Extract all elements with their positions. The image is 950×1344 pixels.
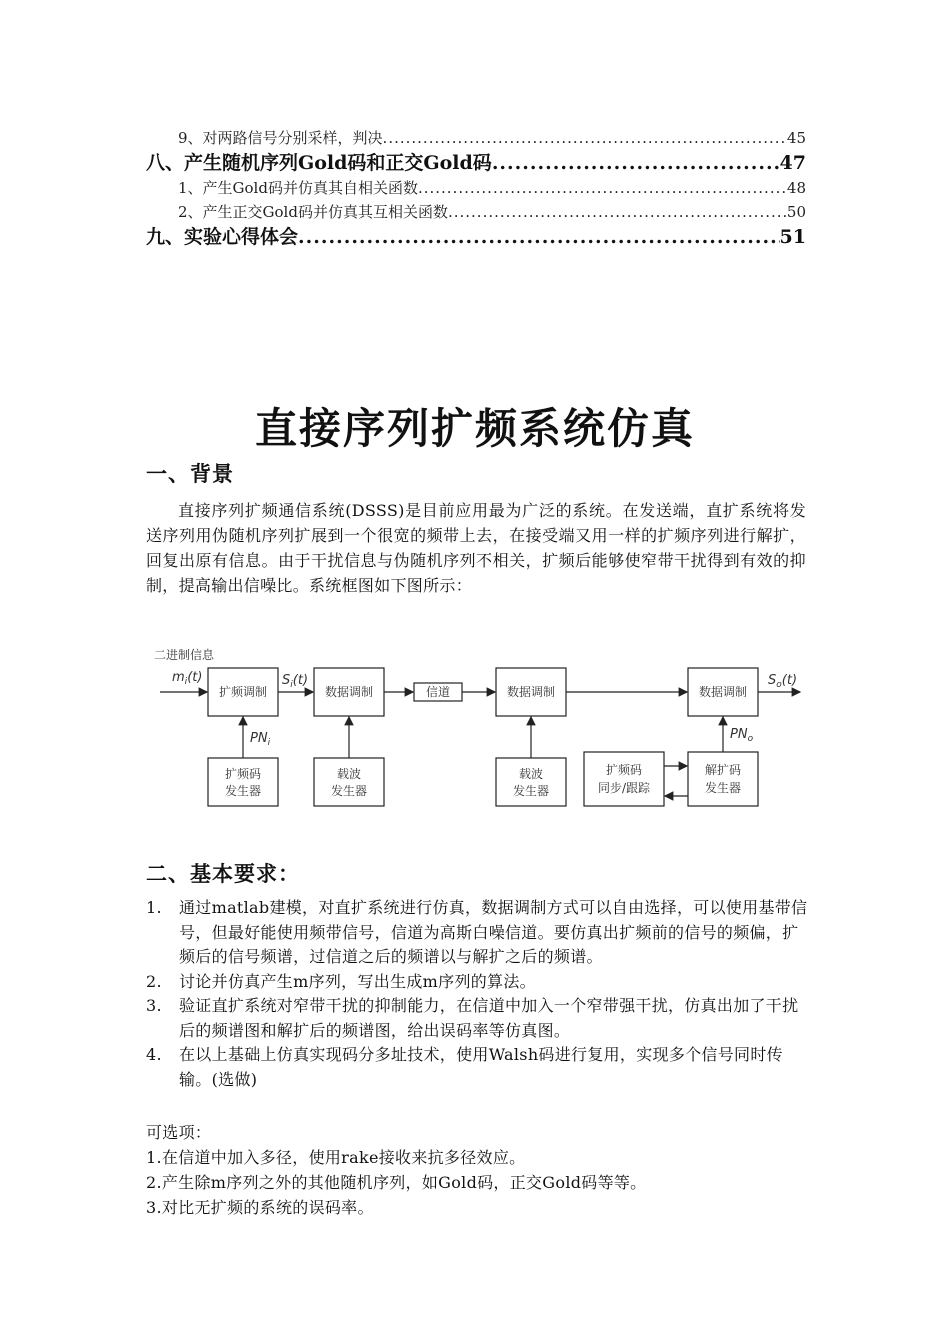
list-item — [146, 1043, 810, 1092]
toc-entry[interactable] — [146, 224, 806, 250]
toc-leader-dots — [418, 176, 787, 200]
toc-leader-dots — [492, 150, 780, 176]
spread-modulator-label: 扩频调制 — [218, 685, 268, 699]
list-item-number: 2. — [146, 971, 162, 991]
toc-entry-page: 47 — [779, 152, 806, 174]
section-heading-requirements: 二、基本要求： — [146, 861, 300, 886]
toc-entry[interactable] — [146, 126, 806, 150]
despread-gen-label-line1: 解扩码 — [704, 763, 742, 777]
data-modulator-label-1: 数据调制 — [324, 685, 374, 699]
spread-signal-label: $S_i(t)$ — [282, 673, 309, 690]
input-label: 二进制信息 — [154, 648, 215, 662]
table-of-contents — [146, 126, 806, 250]
dsss-block-diagram — [146, 640, 816, 820]
input-signal-label: $m_i(t)$ — [172, 670, 203, 687]
toc-leader-dots — [448, 200, 787, 224]
output-signal-label: $S_o(t)$ — [768, 673, 798, 690]
document-title: 直接序列扩频系统仿真 — [254, 404, 695, 453]
pn-input-label: $PN_i$ — [250, 731, 271, 748]
list-item-text: 通过matlab建模，对直扩系统进行仿真，数据调制方式可以自由选择，可以使用基带信号，但最好能使用频带信号，信道为高斯白噪信道。要仿真出扩频前的信号的频偏，扩频后的信号频谱，过信道之后的频谱以与解扩之后的频谱。 — [179, 898, 808, 966]
optional-item: 2.产生除m序列之外的其他随机序列，如Gold码，正交Gold码等等。 — [146, 1173, 647, 1192]
despread-gen-label-line2: 发生器 — [704, 781, 742, 795]
toc-entry-page: 45 — [786, 129, 806, 147]
carrier-gen-2-label-line2: 发生器 — [512, 784, 550, 798]
list-item — [146, 970, 810, 995]
toc-entry-page: 50 — [786, 203, 806, 221]
list-item — [146, 896, 810, 970]
spread-gen-label-line1: 扩频码 — [224, 767, 262, 781]
list-item — [146, 994, 810, 1043]
pn-output-label: $PN_o$ — [730, 727, 754, 744]
list-item-text: 讨论并仿真产生m序列，写出生成m序列的算法。 — [179, 971, 536, 991]
carrier-gen-2-label-line1: 载波 — [518, 767, 544, 781]
toc-entry[interactable] — [146, 150, 806, 176]
carrier-generator-block-2 — [496, 758, 566, 806]
spread-gen-label-line2: 发生器 — [224, 784, 262, 798]
toc-entry-label: 1、产生Gold码并仿真其自相关函数 — [178, 179, 418, 197]
toc-leader-dots — [298, 224, 780, 250]
toc-entry-label: 九、实验心得体会 — [146, 226, 299, 248]
carrier-generator-block-1 — [314, 758, 384, 806]
optional-item: 1.在信道中加入多径，使用rake接收来抗多径效应。 — [146, 1148, 526, 1167]
background-paragraph: 直接序列扩频通信系统(DSSS)是目前应用最为广泛的系统。在发送端，直扩系统将发送序列用伪随机序列扩展到一个很宽的频带上去，在接受端又用一样的扩频序列进行解扩，回复出原有信息。由于干扰信息与伪随机序列不相关，扩频后能够使窄带干扰得到有效的抑制，提高输出信噪比。系统框图如下图所示： — [146, 501, 806, 595]
despread-code-generator-block — [688, 752, 758, 806]
toc-entry-page: 48 — [786, 179, 806, 197]
spread-code-generator-block — [208, 758, 278, 806]
data-modulator-label-3: 数据调制 — [698, 685, 748, 699]
optional-heading: 可选项： — [146, 1123, 212, 1142]
list-item-text: 在以上基础上仿真实现码分多址技术，使用Walsh码进行复用，实现多个信号同时传输。(选做) — [179, 1045, 783, 1089]
optional-item: 3.对比无扩频的系统的误码率。 — [146, 1198, 374, 1217]
toc-entry-page: 51 — [779, 226, 806, 248]
list-item-number: 4. — [146, 1045, 162, 1064]
toc-entry[interactable] — [146, 200, 806, 224]
sync-label-line2: 同步/跟踪 — [597, 781, 651, 795]
sync-tracking-block — [584, 752, 664, 806]
list-item-text: 验证直扩系统对窄带干扰的抑制能力，在信道中加入一个窄带强干扰，仿真出加了干扰后的频谱图和解扩后的频谱图，给出误码率等仿真图。 — [179, 996, 799, 1040]
data-modulator-label-2: 数据调制 — [506, 685, 556, 699]
carrier-gen-1-label-line1: 载波 — [336, 767, 362, 781]
list-item-number: 1. — [146, 898, 162, 917]
carrier-gen-1-label-line2: 发生器 — [330, 784, 368, 798]
list-item-number: 3. — [146, 996, 162, 1015]
section-heading-background: 一、背景 — [146, 461, 234, 486]
toc-leader-dots — [383, 126, 787, 150]
sync-label-line1: 扩频码 — [605, 763, 643, 777]
toc-entry[interactable] — [146, 176, 806, 200]
channel-label: 信道 — [425, 685, 451, 699]
toc-entry-label: 八、产生随机序列Gold码和正交Gold码 — [146, 152, 492, 174]
optional-items — [146, 1120, 810, 1220]
toc-entry-label: 2、产生正交Gold码并仿真其互相关函数 — [178, 203, 448, 221]
toc-entry-label: 9、对两路信号分别采样，判决 — [178, 129, 383, 147]
requirements-list — [146, 896, 810, 1092]
